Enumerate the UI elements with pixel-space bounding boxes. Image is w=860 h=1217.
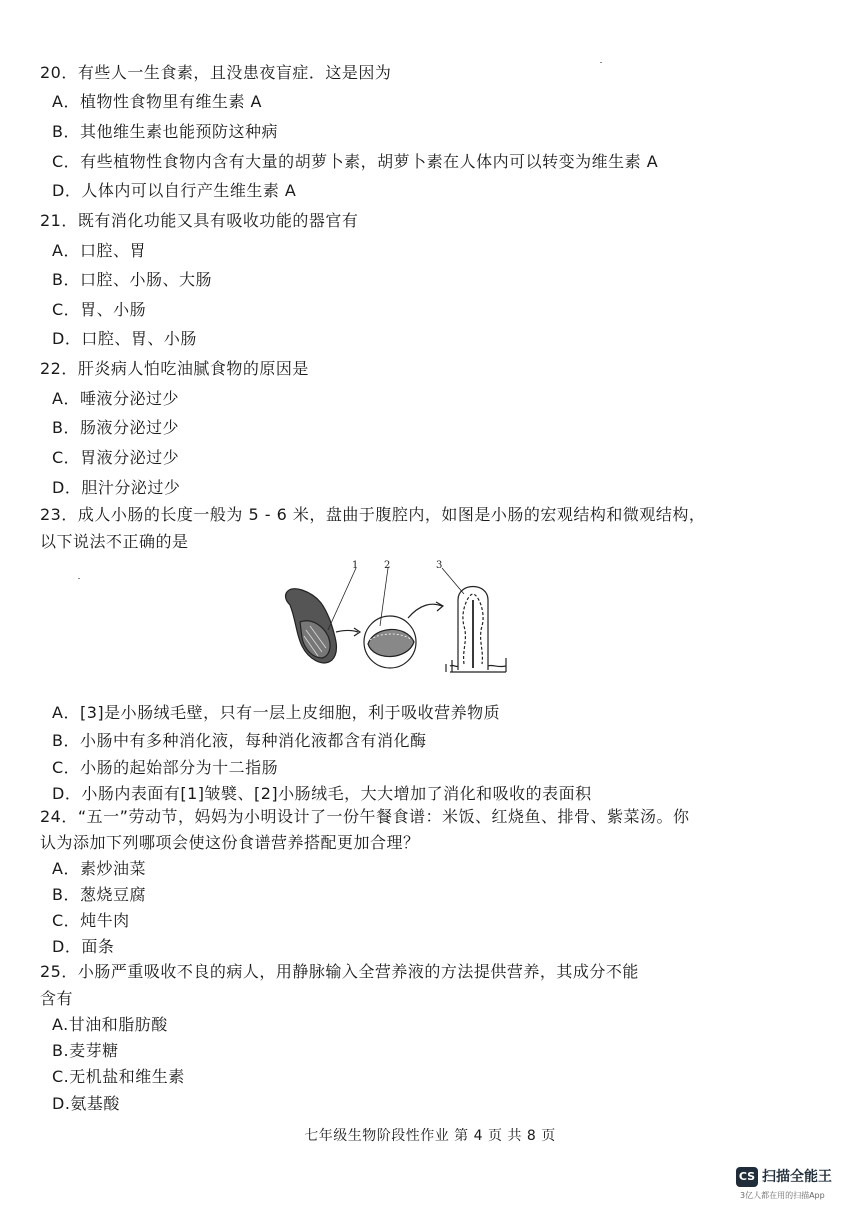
question-22-option-c: C．胃液分泌过少 <box>52 448 180 467</box>
page-footer: 七年级生物阶段性作业 第 4 页 共 8 页 <box>304 1128 556 1144</box>
question-24-option-d: D．面条 <box>52 937 115 956</box>
question-24-stem-line-2: 认为添加下列哪项会使这份食谱营养搭配更加合理？ <box>40 833 420 852</box>
question-22-option-b: B．肠液分泌过少 <box>52 418 179 437</box>
question-20-option-d: D．人体内可以自行产生维生素 A <box>52 181 297 200</box>
question-25-option-d: D.氨基酸 <box>52 1094 120 1113</box>
question-25-option-c: C.无机盐和维生素 <box>52 1067 185 1086</box>
question-25-stem-line-1: 25．小肠严重吸收不良的病人，用静脉输入全营养液的方法提供营养，其成分不能 <box>40 962 639 981</box>
question-21-option-b: B．口腔、小肠、大肠 <box>52 270 212 289</box>
figure-label-3: 3 <box>436 560 443 571</box>
question-21-stem: 21．既有消化功能又具有吸收功能的器官有 <box>40 211 359 230</box>
scan-speck <box>600 62 602 63</box>
scanner-watermark <box>736 1165 846 1205</box>
question-20-option-b: B．其他维生素也能预防这种病 <box>52 122 278 141</box>
question-20-option-c: C．有些植物性食物内含有大量的胡萝卜素，胡萝卜素在人体内可以转变为维生素 A <box>52 152 659 171</box>
question-25-stem-line-2: 含有 <box>40 989 74 1008</box>
question-25-option-b: B.麦芽糖 <box>52 1041 119 1060</box>
camscanner-logo-icon: CS <box>736 1167 758 1187</box>
question-23-option-c: C．小肠的起始部分为十二指肠 <box>52 758 279 777</box>
question-23-option-a: A．[3]是小肠绒毛壁，只有一层上皮细胞，利于吸收营养物质 <box>52 703 501 722</box>
question-23-option-b: B．小肠中有多种消化液，每种消化液都含有消化酶 <box>52 731 427 750</box>
question-24-option-a: A．素炒油菜 <box>52 859 146 878</box>
question-25-option-a: A.甘油和脂肪酸 <box>52 1015 168 1034</box>
arrow-2-head <box>436 602 443 611</box>
question-24-stem-line-1: 24．“五一”劳动节，妈妈为小明设计了一份午餐食谱：米饭、红烧鱼、排骨、紫菜汤。你 <box>40 807 690 826</box>
arrow-1 <box>336 631 358 633</box>
scanner-tagline: 3亿人都在用的扫描App <box>740 1191 825 1200</box>
figure-label-2: 2 <box>384 560 391 571</box>
question-24-option-c: C．炖牛肉 <box>52 911 130 930</box>
figure-label-1: 1 <box>352 560 359 571</box>
question-20-option-a: A．植物性食物里有维生素 A <box>52 92 262 111</box>
question-22-option-d: D．胆汁分泌过少 <box>52 478 181 497</box>
magnified-fold-drawing <box>364 616 416 668</box>
leader-line-1 <box>328 568 356 630</box>
question-23-stem-line-1: 23．成人小肠的长度一般为 5 - 6 米，盘曲于腹腔内，如图是小肠的宏观结构和微观结构， <box>40 505 706 524</box>
question-22-stem: 22．肝炎病人怕吃油腻食物的原因是 <box>40 359 309 378</box>
arrow-2 <box>408 604 442 618</box>
question-23-option-d: D．小肠内表面有[1]皱襞、[2]小肠绒毛，大大增加了消化和吸收的表面积 <box>52 784 592 803</box>
question-24-option-b: B．葱烧豆腐 <box>52 885 146 904</box>
question-21-option-c: C．胃、小肠 <box>52 300 147 319</box>
small-intestine-figure <box>270 560 520 680</box>
intestine-tube-drawing <box>286 589 337 663</box>
villus-drawing <box>446 587 506 673</box>
leader-line-3 <box>442 568 464 594</box>
question-23-stem-line-2: 以下说法不正确的是 <box>40 532 189 551</box>
question-20-stem: 20．有些人一生食素，且没患夜盲症．这是因为 <box>40 63 392 82</box>
scan-speck <box>78 578 80 579</box>
question-21-option-a: A．口腔、胃 <box>52 241 146 260</box>
question-21-option-d: D．口腔、胃、小肠 <box>52 329 197 348</box>
scanner-app-name: 扫描全能王 <box>762 1169 832 1185</box>
question-22-option-a: A．唾液分泌过少 <box>52 389 179 408</box>
